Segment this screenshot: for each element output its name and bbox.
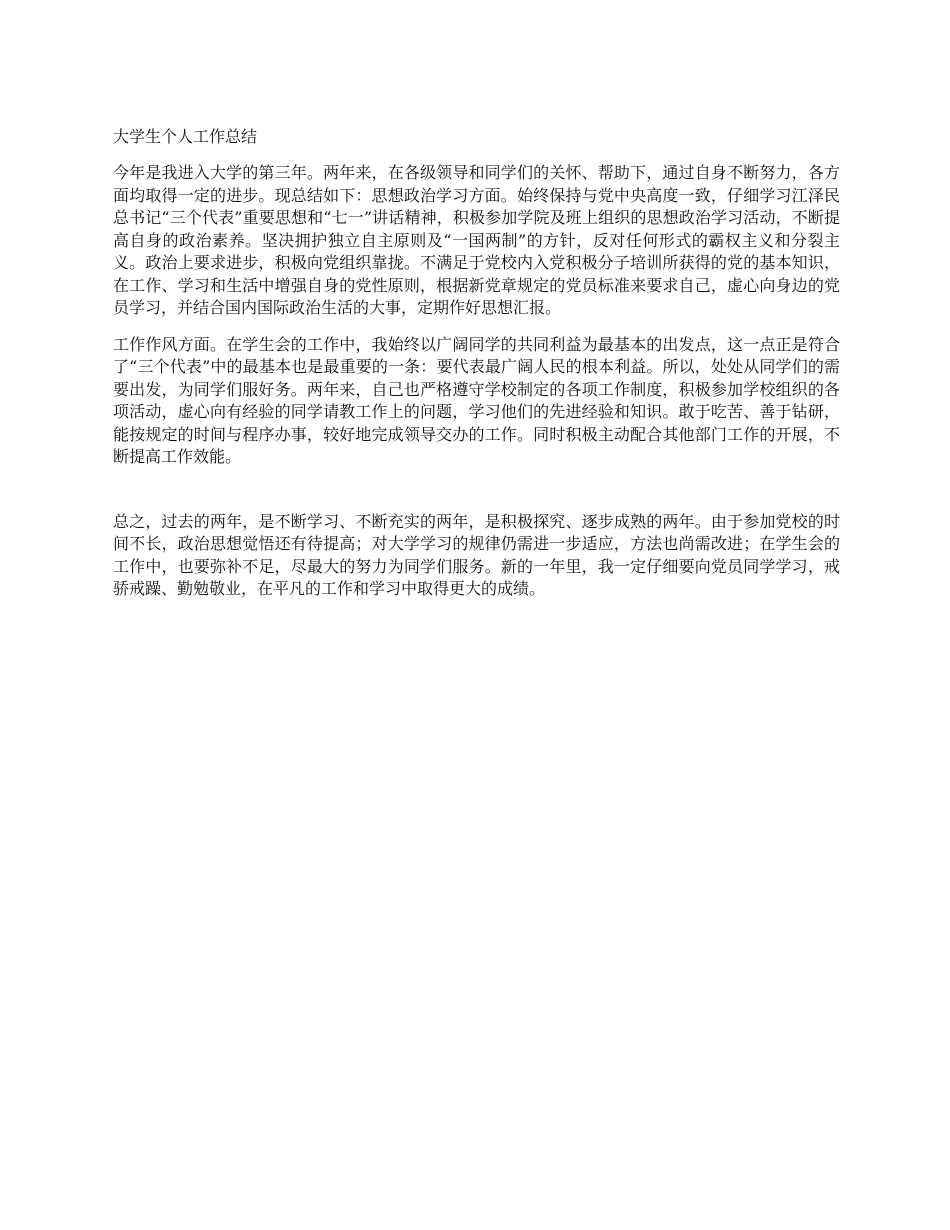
paragraph-conclusion: 总之，过去的两年，是不断学习、不断充实的两年，是积极探究、逐步成熟的两年。由于参加党校的时间不长，政治思想觉悟还有待提高；对大学学习的规律仍需进一步适应，方法也尚需改进；在学生会的工作中，也要弥补不足，尽最大的努力为同学们服务。新的一年里，我一定仔细要向党员同学学习，戒骄戒躁、勤勉敬业，在平凡的工作和学习中取得更大的成绩。	[113, 511, 840, 598]
document-title: 大学生个人工作总结	[113, 127, 258, 146]
paragraph-work-style: 工作作风方面。在学生会的工作中，我始终以广阔同学的共同利益为最基本的出发点，这一点正是符合了“三个代表”中的最基本也是最重要的一条：要代表最广阔人民的根本利益。所以，处处从同学们的需要出发，为同学们服好务。两年来，自己也严格遵守学校制定的各项工作制度，积极参加学校组织的各项活动，虚心向有经验的同学请教工作上的问题，学习他们的先进经验和知识。敢于吃苦、善于钻研，能按规定的时间与程序办事，较好地完成领导交办的工作。同时积极主动配合其他部门工作的开展，不断提高工作效能。	[113, 334, 840, 466]
paragraph-political-study: 今年是我进入大学的第三年。两年来，在各级领导和同学们的关怀、帮助下，通过自身不断努力，各方面均取得一定的进步。现总结如下：思想政治学习方面。始终保持与党中央高度一致，仔细学习江泽民总书记“三个代表”重要思想和“七一”讲话精神，积极参加学院及班上组织的思想政治学习活动，不断提高自身的政治素养。坚决拥护独立自主原则及“一国两制”的方针，反对任何形式的霸权主义和分裂主义。政治上要求进步，积极向党组织靠拢。不满足于党校内入党积极分子培训所获得的党的基本知识，在工作、学习和生活中增强自身的党性原则，根据新党章规定的党员标准来要求自己，虚心向身边的党员学习，并结合国内国际政治生活的大事，定期作好思想汇报。	[113, 163, 840, 317]
document-page	[113, 126, 840, 615]
